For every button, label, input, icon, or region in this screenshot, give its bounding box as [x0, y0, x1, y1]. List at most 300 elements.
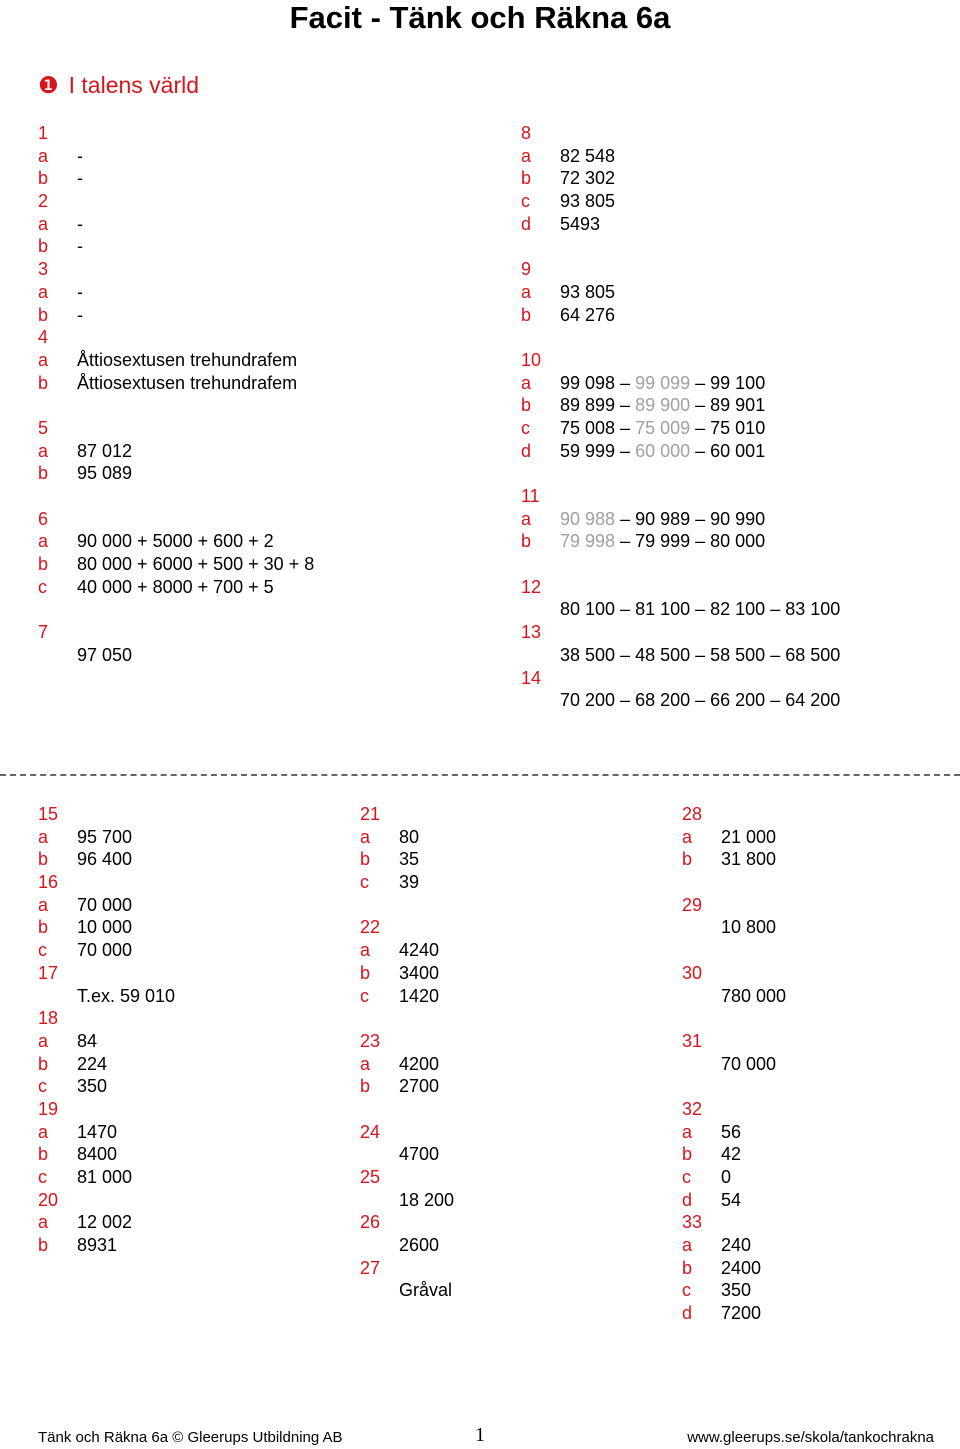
spacer-row	[38, 394, 314, 417]
answer-value: 40 000 + 8000 + 700 + 5	[77, 576, 274, 597]
answer-row	[360, 1075, 454, 1098]
exercise-number-row	[682, 1030, 786, 1053]
answer-row	[38, 167, 314, 190]
given-number: 60 000	[635, 440, 691, 461]
answer-label: a	[38, 1212, 49, 1233]
answer-value: 350	[77, 1076, 108, 1097]
answer-label	[521, 689, 560, 712]
exercise-number-row	[38, 803, 175, 826]
answer-value: 42	[721, 1144, 742, 1165]
exercise-number: 2	[38, 191, 49, 212]
spacer-row	[521, 553, 840, 576]
answer-value: 2700	[399, 1076, 440, 1097]
spacer-row	[38, 485, 314, 508]
spacer-row	[521, 462, 840, 485]
answer-row	[360, 848, 454, 871]
answer-row	[521, 145, 840, 168]
answer-value: -	[77, 145, 83, 166]
answer-label: b	[38, 1053, 49, 1074]
section-number-icon: ❶	[38, 72, 59, 98]
answer-sequence	[560, 530, 765, 553]
answer-label: d	[521, 440, 532, 461]
answer-row	[360, 962, 454, 985]
answer-row	[38, 553, 314, 576]
exercise-number-row	[521, 349, 840, 372]
answer-row	[38, 1166, 175, 1189]
given-number: 90 988	[560, 508, 616, 529]
answer-sequence	[560, 372, 765, 395]
answer-label: c	[38, 940, 47, 961]
exercise-number: 28	[682, 804, 703, 824]
exercise-number-row	[521, 667, 840, 690]
answer-label: c	[521, 191, 530, 212]
given-number: 79 998	[560, 531, 616, 552]
answer-label: a	[682, 826, 693, 847]
answer-value: 224	[77, 1053, 108, 1074]
answer-row	[682, 1234, 786, 1257]
answer-value: 90 000 + 5000 + 600 + 2	[77, 531, 274, 552]
exercise-number-row	[38, 1007, 175, 1030]
answer-label: c	[360, 985, 369, 1006]
answer-label: b	[38, 168, 49, 189]
exercise-number-row	[38, 621, 314, 644]
answer-row	[360, 871, 454, 894]
answer-sequence	[560, 394, 765, 417]
answer-row	[38, 1211, 175, 1234]
exercise-number-row	[360, 1166, 454, 1189]
answer-value: 780 000	[721, 985, 787, 1006]
answer-label: d	[682, 1189, 693, 1210]
answer-label: a	[360, 826, 371, 847]
answer-value: 97 050	[77, 644, 133, 665]
exercise-number-row	[360, 1030, 454, 1053]
answer-value: 87 012	[77, 440, 133, 461]
spacer-row	[682, 1007, 786, 1030]
answer-value: 8931	[77, 1235, 118, 1256]
exercise-number-row	[682, 803, 786, 826]
answer-label: b	[38, 463, 49, 484]
answer-row	[360, 1189, 454, 1212]
answer-row	[38, 462, 314, 485]
section-divider	[0, 774, 960, 776]
answer-label: c	[360, 872, 369, 893]
answer-row	[682, 1302, 786, 1325]
answer-label: a	[38, 349, 49, 370]
exercise-number-row	[38, 326, 314, 349]
answer-label: a	[521, 508, 532, 529]
exercise-number-row	[682, 894, 786, 917]
exercise-number: 30	[682, 962, 703, 983]
exercise-number: 31	[682, 1030, 703, 1051]
answer-row	[682, 1189, 786, 1212]
answer-value: 8400	[77, 1144, 118, 1165]
answer-row	[521, 372, 840, 395]
answer-row	[38, 826, 175, 849]
answer-value: 39	[399, 872, 420, 893]
answer-label: b	[521, 304, 532, 325]
answer-number: 99 098 –	[560, 372, 636, 393]
col-lower-right	[682, 803, 786, 1325]
answer-value: 21 000	[721, 826, 777, 847]
answer-value: 82 548	[560, 145, 616, 166]
answer-value: -	[77, 281, 83, 302]
answer-row	[38, 145, 314, 168]
answer-label	[682, 916, 721, 939]
col-lower-middle	[360, 803, 454, 1302]
col-upper-right	[521, 122, 840, 712]
spacer-row	[682, 939, 786, 962]
answer-row	[682, 1053, 786, 1076]
answer-label: a	[38, 1030, 49, 1051]
answer-row	[38, 1143, 175, 1166]
exercise-number: 12	[521, 576, 542, 597]
exercise-number: 9	[521, 259, 532, 280]
answer-row	[38, 440, 314, 463]
answer-label: d	[682, 1303, 693, 1324]
answer-row	[38, 281, 314, 304]
answer-label	[521, 598, 560, 621]
spacer-row	[38, 598, 314, 621]
answer-row	[38, 530, 314, 553]
exercise-number: 17	[38, 962, 59, 983]
answer-label: c	[521, 417, 530, 438]
given-number: 99 099	[635, 372, 691, 393]
answer-value: 1420	[399, 985, 440, 1006]
answer-label: a	[38, 281, 49, 302]
exercise-number-row	[38, 871, 175, 894]
spacer-row	[521, 235, 840, 258]
exercise-number: 10	[521, 349, 542, 370]
answer-value: 3400	[399, 962, 440, 983]
answer-row	[521, 644, 840, 667]
answer-value: Gråval	[399, 1280, 453, 1301]
answer-value: 38 500 – 48 500 – 58 500 – 68 500	[560, 644, 841, 665]
answer-label	[521, 644, 560, 667]
answer-label: b	[682, 1257, 693, 1278]
answer-label: b	[682, 1144, 693, 1165]
answer-label	[682, 985, 721, 1008]
answer-label: b	[38, 372, 49, 393]
exercise-number-row	[682, 962, 786, 985]
answer-label	[38, 985, 77, 1008]
answer-row	[38, 985, 175, 1008]
spacer-row	[682, 1075, 786, 1098]
answer-value: 4700	[399, 1144, 440, 1165]
answer-row	[38, 644, 314, 667]
answer-number: – 90 989 – 90 990	[615, 508, 766, 529]
exercise-number: 20	[38, 1189, 59, 1210]
answer-row	[682, 848, 786, 871]
col-upper-left	[38, 122, 314, 667]
answer-row	[38, 1030, 175, 1053]
answer-row	[521, 281, 840, 304]
answer-label: b	[360, 962, 371, 983]
answer-value: 10 000	[77, 917, 133, 938]
answer-label: a	[38, 531, 49, 552]
answer-row	[38, 848, 175, 871]
answer-value: 12 002	[77, 1212, 133, 1233]
exercise-number: 18	[38, 1008, 59, 1029]
answer-label	[38, 644, 77, 667]
answer-row	[38, 304, 314, 327]
exercise-number: 25	[360, 1167, 381, 1187]
answer-label: a	[360, 1053, 371, 1074]
answer-label: a	[682, 1235, 693, 1256]
answer-value: 80 000 + 6000 + 500 + 30 + 8	[77, 554, 315, 575]
exercise-number: 32	[682, 1098, 703, 1119]
answer-row	[682, 1257, 786, 1280]
answer-value: 95 089	[77, 463, 133, 484]
answer-value: 96 400	[77, 849, 133, 870]
answer-row	[360, 1053, 454, 1076]
spacer-row	[682, 871, 786, 894]
answer-label: a	[38, 1121, 49, 1142]
answer-label: a	[38, 826, 49, 847]
answer-row	[38, 1234, 175, 1257]
exercise-number-row	[38, 508, 314, 531]
exercise-number-row	[38, 258, 314, 281]
exercise-number: 14	[521, 667, 542, 688]
answer-value: -	[77, 236, 83, 257]
answer-value: 93 805	[560, 281, 616, 302]
answer-label: a	[38, 213, 49, 234]
answer-row	[521, 213, 840, 236]
exercise-number-row	[360, 1211, 454, 1234]
exercise-number-row	[38, 417, 314, 440]
answer-row	[521, 530, 840, 553]
given-number: 75 009	[635, 417, 691, 438]
exercise-number: 7	[38, 622, 49, 643]
exercise-number: 4	[38, 327, 49, 348]
answer-value: -	[77, 213, 83, 234]
exercise-number-row	[38, 1189, 175, 1212]
answer-row	[521, 598, 840, 621]
exercise-number: 3	[38, 259, 49, 280]
answer-label: b	[521, 531, 532, 552]
answer-row	[682, 1143, 786, 1166]
answer-value: 4200	[399, 1053, 440, 1074]
answer-row	[360, 1143, 454, 1166]
answer-value: 56	[721, 1121, 742, 1142]
exercise-number: 15	[38, 804, 59, 824]
answer-label: b	[521, 168, 532, 189]
answer-label: b	[682, 849, 693, 870]
answer-label: b	[38, 304, 49, 325]
answer-label: a	[521, 145, 532, 166]
answer-number: – 99 100	[690, 372, 766, 393]
exercise-number: 33	[682, 1212, 703, 1233]
answer-row	[521, 417, 840, 440]
answer-row	[360, 826, 454, 849]
answer-value: 2400	[721, 1257, 762, 1278]
exercise-number: 5	[38, 417, 49, 438]
answer-label	[360, 1189, 399, 1212]
exercise-number-row	[682, 1098, 786, 1121]
answer-label	[360, 1234, 399, 1257]
answer-value: -	[77, 304, 83, 325]
spacer-row	[521, 326, 840, 349]
answer-value: 240	[721, 1235, 752, 1256]
exercise-number: 29	[682, 894, 703, 915]
exercise-number-row	[38, 1098, 175, 1121]
answer-value: 93 805	[560, 191, 616, 212]
answer-row	[682, 1121, 786, 1144]
answer-sequence	[560, 508, 765, 531]
answer-label	[360, 1143, 399, 1166]
exercise-number: 24	[360, 1121, 381, 1142]
answer-label	[682, 1053, 721, 1076]
answer-row	[38, 894, 175, 917]
answer-value: 64 276	[560, 304, 616, 325]
answer-row	[360, 1234, 454, 1257]
answer-label: b	[38, 1235, 49, 1256]
answer-value: 70 000	[77, 894, 133, 915]
answer-row	[38, 939, 175, 962]
answer-label: a	[38, 894, 49, 915]
answer-value: 5493	[560, 213, 601, 234]
answer-label: b	[38, 849, 49, 870]
exercise-number-row	[38, 962, 175, 985]
answer-label: a	[682, 1121, 693, 1142]
answer-row	[682, 1166, 786, 1189]
exercise-number-row	[38, 190, 314, 213]
answer-value: 2600	[399, 1235, 440, 1256]
answer-value: 54	[721, 1189, 742, 1210]
answer-value: 18 200	[399, 1189, 455, 1210]
answer-row	[521, 508, 840, 531]
exercise-number: 13	[521, 622, 542, 643]
answer-label	[360, 1279, 399, 1302]
answer-value: 31 800	[721, 849, 777, 870]
answer-label: a	[360, 940, 371, 961]
answer-label: d	[521, 213, 532, 234]
answer-value: Åttiosextusen trehundrafem	[77, 349, 298, 370]
answer-label: b	[521, 395, 532, 416]
answer-label: b	[38, 917, 49, 938]
answer-value: 70 200 – 68 200 – 66 200 – 64 200	[560, 690, 841, 711]
answer-label: a	[38, 145, 49, 166]
page-title: Facit - Tänk och Räkna 6a	[289, 0, 671, 35]
answer-row	[38, 372, 314, 395]
exercise-number: 1	[38, 123, 49, 143]
exercise-number-row	[521, 258, 840, 281]
answer-number: – 75 010	[690, 417, 766, 438]
answer-number: 89 899 –	[560, 395, 636, 416]
answer-row	[360, 939, 454, 962]
answer-label: c	[682, 1167, 691, 1187]
answer-label: c	[682, 1280, 691, 1301]
answer-row	[521, 190, 840, 213]
exercise-number-row	[360, 1121, 454, 1144]
answer-row	[38, 235, 314, 258]
answer-row	[38, 576, 314, 599]
answer-value: T.ex. 59 010	[77, 985, 176, 1006]
col-lower-left	[38, 803, 175, 1257]
answer-row	[521, 304, 840, 327]
exercise-number: 16	[38, 872, 59, 893]
answer-label: c	[38, 576, 47, 597]
answer-sequence	[560, 440, 765, 463]
answer-row	[521, 689, 840, 712]
exercise-number: 11	[521, 486, 540, 506]
answer-value: 1470	[77, 1121, 118, 1142]
answer-row	[682, 1279, 786, 1302]
answer-row	[682, 826, 786, 849]
answer-value: 35	[399, 849, 420, 870]
answer-value: 4240	[399, 940, 440, 961]
answer-label: a	[38, 440, 49, 461]
exercise-number-row	[360, 803, 454, 826]
answer-label: b	[38, 554, 49, 575]
answer-label: c	[38, 1167, 47, 1187]
section-title: I talens värld	[68, 72, 200, 98]
answer-value: 84	[77, 1030, 98, 1051]
answer-value: Åttiosextusen trehundrafem	[77, 372, 298, 393]
footer-url: www.gleerups.se/skola/tankochrakna	[687, 1429, 934, 1446]
answer-label: b	[360, 1076, 371, 1097]
answer-row	[521, 167, 840, 190]
answer-sequence	[560, 417, 765, 440]
answer-row	[38, 1053, 175, 1076]
exercise-number: 22	[360, 917, 381, 938]
answer-number: 59 999 –	[560, 440, 636, 461]
answer-value: 0	[721, 1167, 732, 1187]
answer-number: – 79 999 – 80 000	[615, 531, 766, 552]
answer-label: a	[521, 372, 532, 393]
exercise-number: 21	[360, 804, 381, 824]
answer-value: 10 800	[721, 917, 777, 938]
exercise-number-row	[521, 485, 840, 508]
answer-row	[682, 985, 786, 1008]
spacer-row	[360, 894, 454, 917]
answer-row	[38, 349, 314, 372]
answer-row	[360, 1279, 454, 1302]
answer-row	[521, 440, 840, 463]
spacer-row	[360, 1007, 454, 1030]
exercise-number-row	[682, 1211, 786, 1234]
answer-value: -	[77, 168, 83, 189]
answer-row	[682, 916, 786, 939]
answer-row	[38, 1121, 175, 1144]
section-heading	[38, 70, 199, 100]
answer-row	[38, 916, 175, 939]
answer-label: c	[38, 1076, 47, 1097]
exercise-number-row	[521, 122, 840, 145]
answer-label: b	[38, 1144, 49, 1165]
answer-value: 80 100 – 81 100 – 82 100 – 83 100	[560, 599, 841, 620]
answer-value: 95 700	[77, 826, 133, 847]
exercise-number: 8	[521, 123, 532, 143]
answer-value: 81 000	[77, 1167, 133, 1187]
answer-row	[521, 394, 840, 417]
answer-label: b	[360, 849, 371, 870]
answer-number: – 60 001	[690, 440, 766, 461]
exercise-number-row	[521, 621, 840, 644]
answer-row	[360, 985, 454, 1008]
answer-value: 350	[721, 1280, 752, 1301]
exercise-number: 6	[38, 508, 49, 529]
answer-number: – 89 901	[690, 395, 766, 416]
exercise-number: 27	[360, 1257, 381, 1278]
given-number: 89 900	[635, 395, 691, 416]
answer-label: b	[38, 236, 49, 257]
answer-value: 7200	[721, 1303, 762, 1324]
exercise-number-row	[38, 122, 314, 145]
spacer-row	[360, 1098, 454, 1121]
answer-row	[38, 1075, 175, 1098]
answer-value: 72 302	[560, 168, 616, 189]
answer-label: a	[521, 281, 532, 302]
